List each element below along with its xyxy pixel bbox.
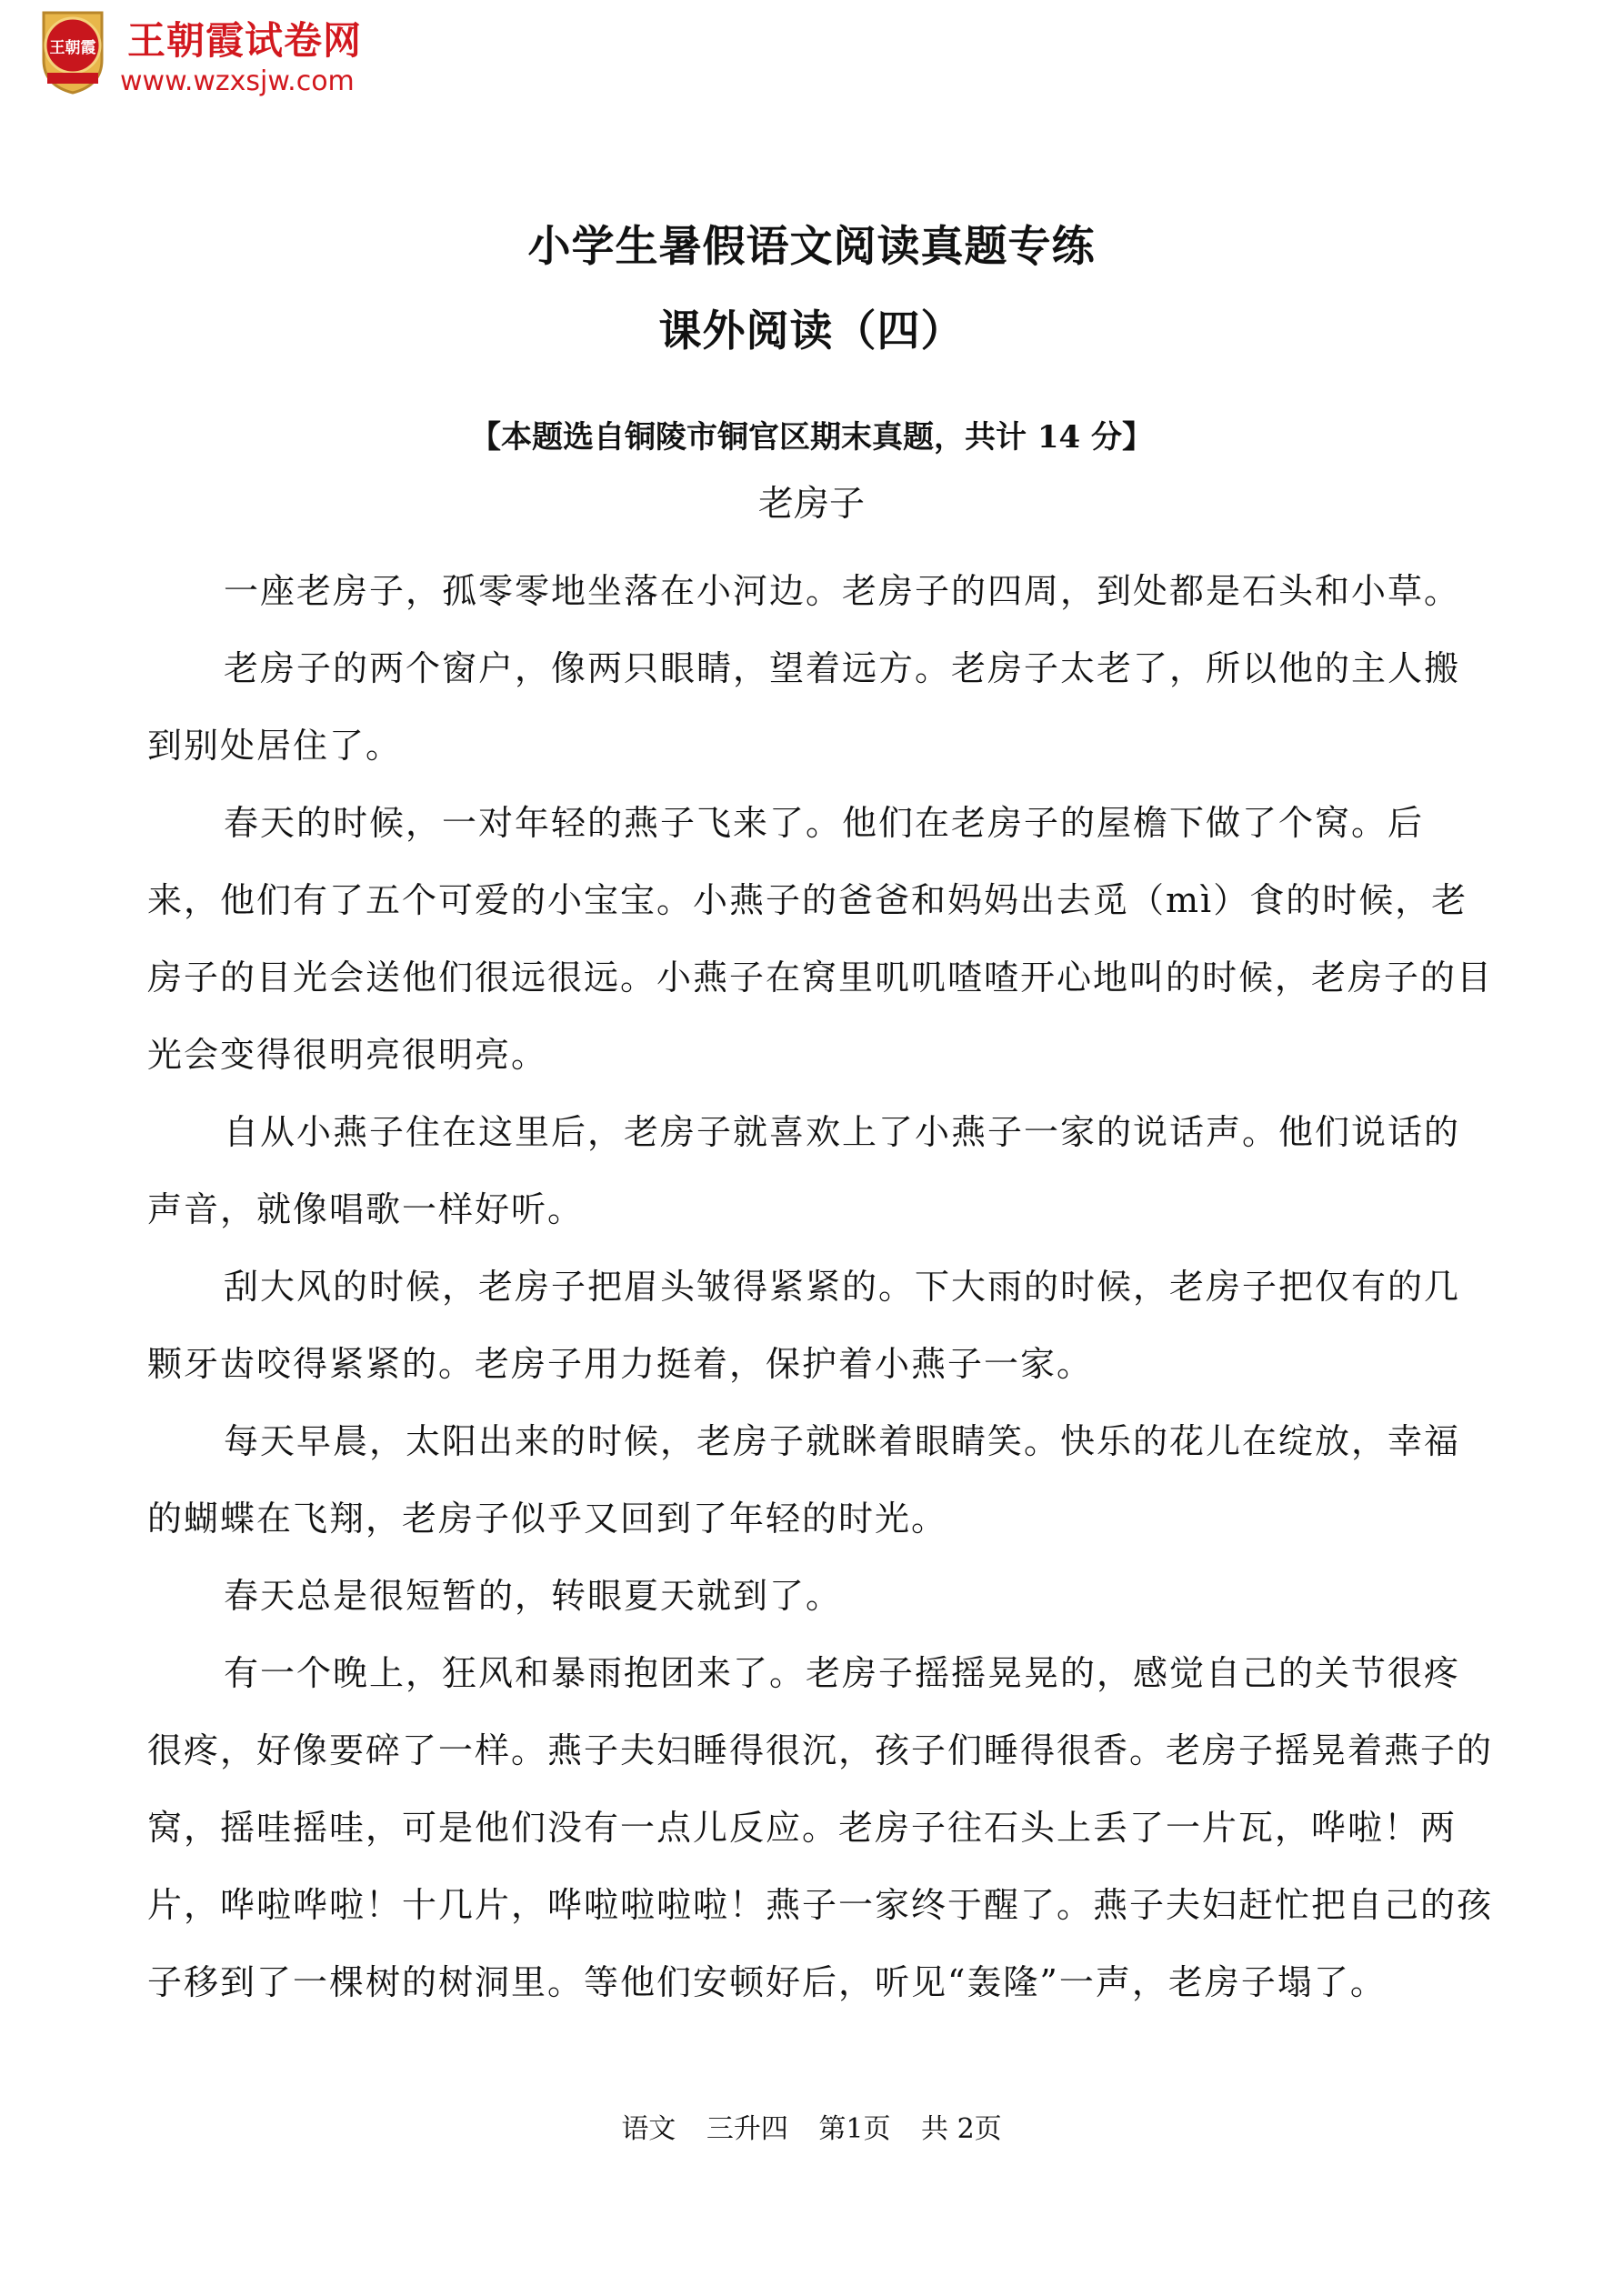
paragraph: 老房子的两个窗户，像两只眼睛，望着远方。老房子太老了，所以他的主人搬到别处居住了。	[147, 648, 1461, 766]
paragraph: 刮大风的时候，老房子把眉头皱得紧紧的。下大雨的时候，老房子把仅有的几颗牙齿咬得紧紧的。老房子用力挺着，保护着小燕子一家。	[147, 1267, 1461, 1384]
paragraph: 有一个晚上，狂风和暴雨抱团来了。老房子摇摇晃晃的，感觉自己的关节很疼很疼，好像要碎了一样。燕子夫妇睡得很沉，孩子们睡得很香。老房子摇晃着燕子的窝，摇哇摇哇，可是他们没有一点儿反应。老房子往石头上丢了一片瓦，哗啦！两片，哗啦哗啦！十几片，哗啦啦啦啦！燕子一家终于醒了。燕子夫妇赶忙把自己的孩子移到了一棵树的树洞里。等他们安顿好后，听见“轰隆”一声，老房子塌了。	[147, 1653, 1494, 2002]
seal-text: 王朝霞	[49, 39, 96, 57]
footer-page-number: 第1页	[818, 2113, 891, 2145]
page-subtitle: 课外阅读（四）	[658, 306, 965, 356]
footer-grade: 三升四	[706, 2113, 788, 2145]
brand-url-link[interactable]: www.wzxsjw.com	[120, 65, 355, 97]
passage-title: 老房子	[757, 484, 865, 525]
passage-body	[147, 553, 1493, 2021]
paragraph: 自从小燕子住在这里后，老房子就喜欢上了小燕子一家的说话声。他们说话的声音，就像唱歌一样好听。	[147, 1112, 1461, 1229]
site-logo	[27, 5, 409, 115]
page-title: 小学生暑假语文阅读真题专练	[527, 222, 1096, 272]
paragraph: 每天早晨，太阳出来的时候，老房子就眯着眼睛笑。快乐的花儿在绽放，幸福的蝴蝶在飞翔，老房子似乎又回到了年轻的时光。	[147, 1421, 1461, 1539]
footer-page-total: 共 2页	[921, 2113, 1002, 2145]
paragraph: 一座老房子，孤零零地坐落在小河边。老房子的四周，到处都是石头和小草。	[224, 571, 1461, 611]
brand-name: 王朝霞试卷网	[127, 18, 363, 63]
footer-subject: 语文	[621, 2113, 676, 2145]
page-footer	[0, 2106, 1623, 2146]
source-note: 【本题选自铜陵市铜官区期末真题，共计 14 分】	[470, 419, 1153, 456]
seal-logo-icon	[27, 5, 118, 96]
paragraph: 春天总是很短暂的，转眼夏天就到了。	[224, 1576, 843, 1616]
paragraph: 春天的时候，一对年轻的燕子飞来了。他们在老房子的屋檐下做了个窝。后来，他们有了五个可爱的小宝宝。小燕子的爸爸和妈妈出去觅（mì）食的时候，老房子的目光会送他们很远很远。小燕子在窝里叽叽喳喳开心地叫的时候，老房子的目光会变得很明亮很明亮。	[147, 803, 1494, 1075]
